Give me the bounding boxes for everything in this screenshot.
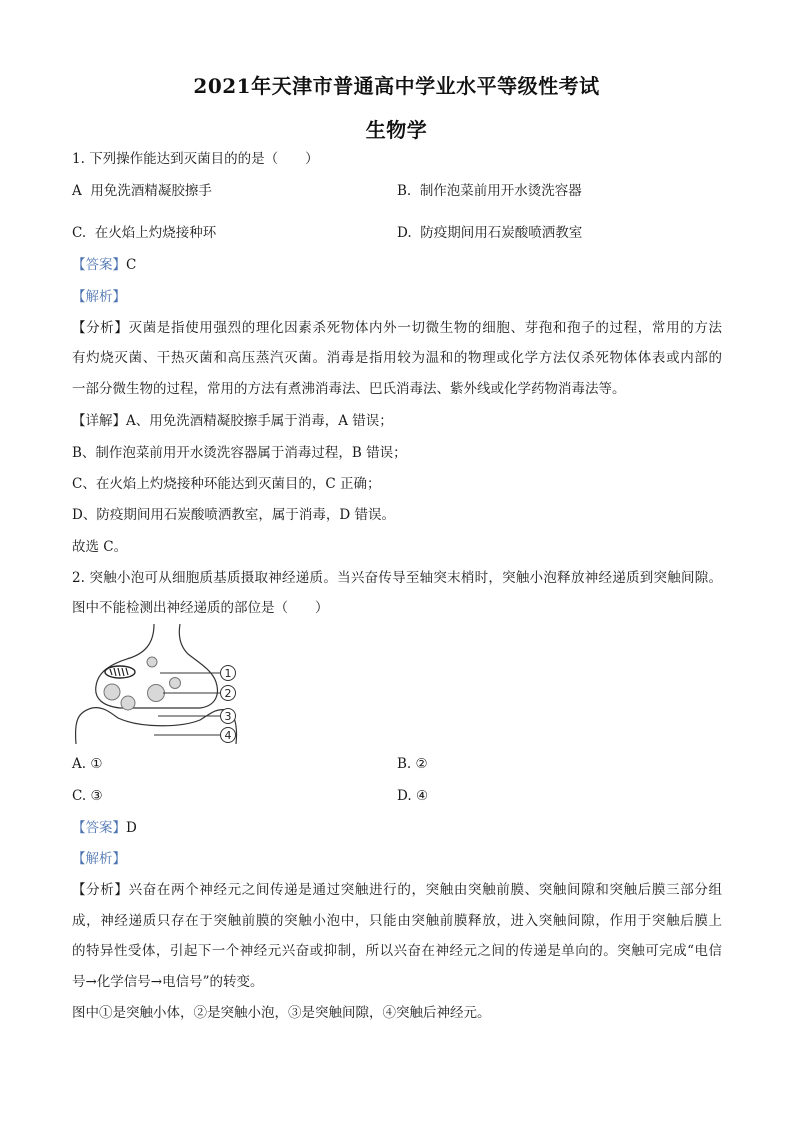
option-label: D. <box>397 225 412 241</box>
q1-answer <box>72 256 136 274</box>
synapse-diagram <box>70 620 270 750</box>
mitochondrion-icon <box>105 666 135 678</box>
option-label: D. <box>397 788 412 804</box>
option-text: ② <box>415 756 428 772</box>
answer-value: C <box>126 257 137 273</box>
q1-xiangjie-line-2: B、制作泡菜前用开水烫洗容器属于消毒过程，B 错误； <box>72 445 407 461</box>
q1-xiangjie-line-1 <box>72 412 393 430</box>
q2-conclusion: 图中①是突触小体，②是突触小泡，③是突触间隙，④突触后神经元。 <box>72 1005 491 1021</box>
q2-fenxi-line-4: 号→化学信号→电信号”的转变。 <box>72 974 264 990</box>
answer-tag: 【答案】 <box>72 820 126 836</box>
q1-option-b <box>397 182 582 200</box>
question-text: 下列操作能达到灭菌目的的是（ ） <box>89 151 319 167</box>
question-number: 1. <box>72 151 85 167</box>
diagram-label-1: 1 <box>224 667 232 680</box>
q1-xiangjie-line-4: D、防疫期间用石炭酸喷洒教室，属于消毒，D 错误。 <box>72 507 395 523</box>
xiangjie-tag: 【详解】 <box>72 413 126 429</box>
question-1-stem <box>72 150 319 168</box>
option-label: A <box>72 183 82 199</box>
option-text: 制作泡菜前用开水烫洗容器 <box>419 183 582 199</box>
option-text: 防疫期间用石炭酸喷洒教室 <box>420 225 583 241</box>
q2-option-a <box>72 755 102 773</box>
question-2-stem-line-2: 图中不能检测出神经递质的部位是（ ） <box>72 600 329 616</box>
document-title: 2021年天津市普通高中学业水平等级性考试 <box>193 74 600 98</box>
q2-option-b <box>397 755 428 773</box>
q1-fenxi-line-3: 一部分微生物的过程，常用的方法有煮沸消毒法、巴氏消毒法、紫外线或化学药物消毒法等。 <box>72 381 626 397</box>
q1-option-a <box>72 182 212 200</box>
q1-option-c <box>72 224 216 242</box>
q1-conclusion: 故选 C。 <box>72 539 128 555</box>
q2-fenxi-line-2: 成，神经递质只存在于突触前膜的突触小泡中，只能由突触前膜释放，进入突触间隙，作用于突触后膜上 <box>72 913 722 929</box>
option-label: C. <box>72 225 87 241</box>
answer-tag: 【答案】 <box>72 257 126 273</box>
question-number: 2. <box>72 570 85 586</box>
analysis-tag: 【解析】 <box>72 851 126 867</box>
q1-option-d <box>397 224 582 242</box>
option-text: 用免洗酒精凝胶擦手 <box>90 183 212 199</box>
q2-option-c <box>72 787 103 805</box>
question-text: 突触小泡可从细胞质基质摄取神经递质。当兴奋传导至轴突末梢时，突触小泡释放神经递质到突触间隙。 <box>89 570 723 586</box>
option-label: C. <box>72 788 87 804</box>
q1-fenxi-line-1 <box>72 319 722 337</box>
q1-xiangjie-line-3: C、在火焰上灼烧接种环能达到灭菌目的，C 正确； <box>72 476 381 492</box>
q2-option-d <box>397 787 428 805</box>
option-label: A. <box>72 756 87 772</box>
diagram-label-4: 4 <box>224 729 232 742</box>
answer-value: D <box>126 820 137 836</box>
fenxi-tag: 【分析】 <box>72 320 129 336</box>
paragraph-text: 兴奋在两个神经元之间传递是通过突触进行的，突触由突触前膜、突触间隙和突触后膜三部分组 <box>128 882 722 898</box>
diagram-label-2: 2 <box>224 687 232 700</box>
q2-analysis-heading <box>72 850 126 868</box>
option-label: B. <box>397 756 412 772</box>
paragraph-text: 灭菌是指使用强烈的理化因素杀死物体内外一切微生物的细胞、芽孢和孢子的过程，常用的方法 <box>128 320 722 336</box>
option-text: ④ <box>415 788 429 804</box>
option-text: ① <box>90 756 103 772</box>
fenxi-tag: 【分析】 <box>72 882 129 898</box>
diagram-label-3: 3 <box>224 710 232 723</box>
option-label: B. <box>397 183 412 199</box>
question-2-stem-line-1 <box>72 569 722 587</box>
q2-fenxi-line-3: 的特异性受体，引起下一个神经元兴奋或抑制，所以兴奋在神经元之间的传递是单向的。突触可完成“电信 <box>72 943 722 959</box>
q1-fenxi-line-2: 有灼烧灭菌、干热灭菌和高压蒸汽灭菌。消毒是指用较为温和的物理或化学方法仅杀死物体体表或内部的 <box>72 350 722 366</box>
q1-analysis-heading <box>72 288 126 306</box>
option-text: 在火焰上灼烧接种环 <box>94 225 217 241</box>
option-text: ③ <box>90 788 103 804</box>
subject-title: 生物学 <box>365 118 428 142</box>
paragraph-text: A、用免洗酒精凝胶擦手属于消毒，A 错误； <box>126 413 393 429</box>
q2-answer <box>72 819 137 837</box>
q2-fenxi-line-1 <box>72 881 722 899</box>
analysis-tag: 【解析】 <box>72 289 126 305</box>
